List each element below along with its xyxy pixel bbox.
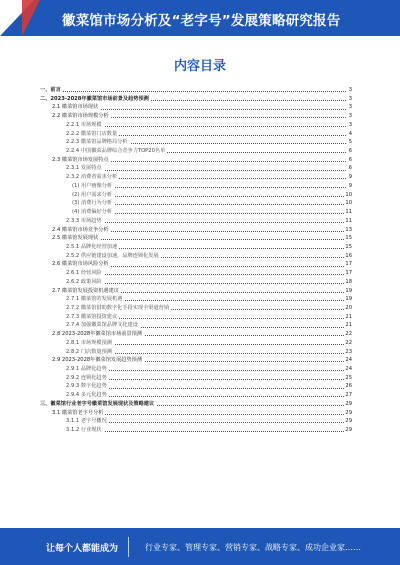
toc-entry[interactable]: [40, 130, 352, 139]
toc-leader-dots: [100, 204, 346, 205]
toc-entry-label: 2.7.2 徽菜馆借助数字化手段实现全渠道营销: [66, 304, 170, 311]
toc-entry[interactable]: [40, 391, 352, 400]
report-title: 徽菜馆市场分析及“老字号”发展策略研究报告: [62, 13, 341, 29]
toc-entry-page: 18: [345, 278, 352, 285]
toc-leader-dots: [100, 300, 346, 301]
toc-entry[interactable]: [40, 260, 352, 269]
toc-entry-label: 2.9 2023-2028年徽菜馆发展趋势预测: [52, 357, 143, 364]
toc-entry-page: 29: [345, 418, 352, 425]
toc-entry[interactable]: [40, 147, 352, 156]
toc-entry[interactable]: [40, 287, 352, 296]
toc-entry-label: (2) 用户需求分析: [72, 191, 113, 198]
toc-entry-label: 2.2.1 市场规模: [66, 121, 102, 128]
toc-entry-page: 15: [345, 243, 352, 250]
toc-entry[interactable]: [40, 217, 352, 226]
toc-entry-label: 2.8.2 门店数量预测: [66, 348, 112, 355]
toc-entry-page: 9: [348, 174, 352, 181]
toc-leader-dots: [80, 231, 346, 232]
toc-entry-label: 2.7 徽菜馆发展投资机遇建议: [52, 287, 119, 294]
toc-entry-label: 2.3.1 发展特点: [66, 165, 102, 172]
toc-leader-dots: [80, 266, 346, 267]
toc-entry-label: (3) 消费行为分析: [72, 200, 113, 207]
toc-entry[interactable]: [40, 191, 352, 200]
toc-entry[interactable]: [40, 348, 352, 357]
toc-entry-label: 2.5.2 供应链建设加速，品牌连锁化发展: [66, 252, 159, 259]
toc-entry-label: 2.5.1 品牌化经营加速: [66, 243, 118, 250]
toc-entry-label: 2.6.2 政策风险: [66, 278, 102, 285]
toc-entry-page: 26: [345, 383, 352, 390]
toc-entry[interactable]: [40, 226, 352, 235]
toc-entry-label: 2.3 徽菜馆市场发展特点: [52, 156, 109, 163]
toc-leader-dots: [100, 396, 346, 397]
toc-entry-label: 2.7.1 徽菜馆的发展机遇: [66, 296, 123, 303]
toc-leader-dots: [80, 414, 346, 415]
toc-leader-dots: [100, 170, 346, 171]
toc-entry[interactable]: [40, 156, 352, 165]
toc-leader-dots: [60, 91, 346, 92]
toc-entry-page: 11: [345, 217, 352, 224]
toc-entry[interactable]: [40, 234, 352, 243]
toc-entry-label: 2.3.2 消费者需求分析: [66, 174, 118, 181]
toc-entry-label: 2.7.4 加强徽菜馆品牌文化建设: [66, 322, 138, 329]
toc-entry-label: 2.2 徽菜馆市场规模分析: [52, 113, 109, 120]
toc-entry[interactable]: [40, 86, 352, 95]
toc-entry-page: 6: [348, 156, 352, 163]
toc-entry[interactable]: [40, 95, 352, 104]
toc-entry-label: 三、徽菜馆行业老字号徽菜馆发展现状及策略建议: [40, 400, 155, 407]
toc-entry-page: 29: [345, 427, 352, 434]
toc-leader-dots: [100, 213, 346, 214]
toc-entry-label: 3.1.2 行业现状: [66, 427, 102, 434]
toc-entry-page: 19: [345, 296, 352, 303]
toc-entry-label: 2.9.4 多元化趋势: [66, 392, 107, 399]
toc-entry-page: 3: [348, 121, 352, 128]
toc-leader-dots: [100, 388, 346, 389]
toc-entry[interactable]: [40, 382, 352, 391]
toc-entry-page: 10: [345, 191, 352, 198]
table-of-contents: [40, 86, 352, 435]
toc-leader-dots: [100, 248, 346, 249]
toc-entry[interactable]: [40, 356, 352, 365]
toc-entry-page: 29: [345, 409, 352, 416]
toc-entry[interactable]: [40, 138, 352, 147]
toc-leader-dots: [100, 126, 346, 127]
toc-entry[interactable]: [40, 112, 352, 121]
toc-entry-label: 2.4 徽菜馆市场竞争分析: [52, 226, 109, 233]
toc-leader-dots: [100, 353, 346, 354]
toc-entry-page: 4: [348, 130, 352, 137]
toc-entry[interactable]: [40, 243, 352, 252]
toc-entry-page: 22: [345, 331, 352, 338]
toc-leader-dots: [100, 379, 346, 380]
toc-leader-dots: [100, 422, 346, 423]
toc-entry[interactable]: [40, 304, 352, 313]
toc-leader-dots: [100, 318, 346, 319]
toc-entry[interactable]: [40, 409, 352, 418]
toc-entry[interactable]: [40, 278, 352, 287]
toc-entry-label: 二、2023-2028年徽菜馆市场前景及趋势预测: [40, 95, 149, 102]
toc-entry[interactable]: [40, 313, 352, 322]
footer-roles: 行业专家、管理专家、营销专家、战略专家、成功企业家……: [145, 543, 361, 552]
toc-entry-label: 2.9.2 连锁化趋势: [66, 374, 107, 381]
toc-leader-dots: [100, 196, 346, 197]
toc-entry-label: 一、前言: [40, 87, 61, 93]
toc-entry-page: 20: [345, 304, 352, 311]
toc-entry-label: 2.8.1 市场规模预测: [66, 339, 112, 346]
toc-entry[interactable]: [40, 121, 352, 130]
toc-entry-page: 3: [348, 104, 352, 111]
toc-entry-label: 2.1 徽菜馆市场现状: [52, 104, 99, 111]
toc-entry-page: 15: [345, 235, 352, 242]
toc-leader-dots: [100, 135, 346, 136]
toc-entry[interactable]: [40, 182, 352, 191]
toc-leader-dots: [80, 109, 346, 110]
toc-entry[interactable]: [40, 321, 352, 330]
toc-entry-page: 19: [345, 287, 352, 294]
toc-leader-dots: [100, 274, 346, 275]
toc-entry-page: 9: [348, 182, 352, 189]
toc-entry-page: 6: [348, 165, 352, 172]
toc-entry[interactable]: [40, 103, 352, 112]
toc-entry-page: 24: [345, 366, 352, 372]
toc-leader-dots: [100, 344, 346, 345]
toc-entry-label: 2.6.1 经营风险: [66, 270, 102, 277]
toc-leader-dots: [100, 143, 346, 144]
toc-entry-page: 17: [345, 270, 352, 277]
toc-entry[interactable]: [40, 365, 352, 374]
toc-entry-label: (1) 用户画像分析: [72, 182, 113, 189]
toc-leader-dots: [80, 239, 346, 240]
toc-entry-label: 2.9.1 品牌化趋势: [66, 366, 107, 372]
toc-entry-page: 21: [345, 313, 352, 320]
toc-entry-page: 22: [345, 339, 352, 346]
toc-heading: 内容目录: [173, 59, 226, 74]
toc-entry-page: 29: [345, 400, 352, 407]
toc-leader-dots: [100, 187, 346, 188]
toc-entry-page: 21: [345, 322, 352, 329]
toc-entry[interactable]: [40, 426, 352, 435]
toc-entry[interactable]: [40, 295, 352, 304]
toc-entry-label: 2.6 徽菜馆市场风险分析: [52, 261, 109, 268]
toc-entry[interactable]: [40, 330, 352, 339]
toc-entry-page: 6: [348, 148, 352, 155]
toc-entry-page: 5: [348, 139, 352, 146]
toc-leader-dots: [100, 431, 346, 432]
footer-banner: [0, 528, 400, 565]
toc-entry[interactable]: [40, 199, 352, 208]
footer-slogan: 让每个人都能成为: [46, 544, 119, 554]
toc-entry-label: 2.2.4 中国徽菜品牌综合竞争力TOP20名单: [66, 148, 166, 155]
toc-entry-page: 24: [345, 357, 352, 364]
toc-entry[interactable]: [40, 208, 352, 217]
toc-leader-dots: [100, 222, 346, 223]
toc-entry-page: 17: [345, 261, 352, 268]
toc-entry[interactable]: [40, 164, 352, 173]
toc-entry-page: 13: [345, 226, 352, 233]
toc-leader-dots: [80, 161, 346, 162]
toc-entry-label: 2.2.3 徽菜馆品牌格局分析: [66, 139, 128, 146]
toc-entry[interactable]: [40, 374, 352, 383]
header-red-accent: [22, 0, 40, 36]
toc-entry[interactable]: [40, 417, 352, 426]
toc-leader-dots: [100, 283, 346, 284]
toc-entry-page: 25: [345, 374, 352, 381]
toc-entry-page: 3: [348, 113, 352, 120]
toc-entry-label: 2.9.3 数字化趋势: [66, 383, 107, 390]
toc-entry-label: 3.1 徽菜馆老字号分析: [52, 409, 104, 416]
footer-divider: [128, 537, 129, 557]
toc-entry-label: 2.2.2 徽菜馆门店数量: [66, 130, 118, 137]
toc-entry-page: 10: [345, 200, 352, 207]
toc-entry-page: 3: [348, 95, 352, 102]
toc-entry[interactable]: [40, 252, 352, 261]
toc-entry-label: 2.8 2023-2028年徽菜馆市场前景预测: [52, 331, 143, 338]
toc-entry-label: 3.1.1 老字号概况: [66, 418, 107, 425]
toc-leader-dots: [80, 117, 346, 118]
toc-entry-page: 11: [345, 209, 352, 216]
toc-entry[interactable]: [40, 173, 352, 182]
toc-entry-label: 2.7.3 徽菜馆投资建议: [66, 313, 118, 320]
toc-leader-dots: [100, 370, 346, 371]
toc-entry-label: 2.5 徽菜馆发展现状: [52, 235, 99, 242]
header-banner: [0, 0, 400, 36]
toc-entry[interactable]: [40, 400, 352, 409]
toc-entry-label: 2.3.3 市场趋势: [66, 217, 102, 224]
toc-entry-label: (4) 消费偏好分析: [72, 209, 113, 216]
toc-entry-page: 27: [345, 392, 352, 399]
toc-entry-page: 16: [345, 252, 352, 259]
toc-entry-page: 23: [345, 348, 352, 355]
toc-leader-dots: [100, 178, 346, 179]
toc-entry[interactable]: [40, 339, 352, 348]
toc-entry[interactable]: [40, 269, 352, 278]
toc-entry-page: 3: [348, 87, 352, 93]
